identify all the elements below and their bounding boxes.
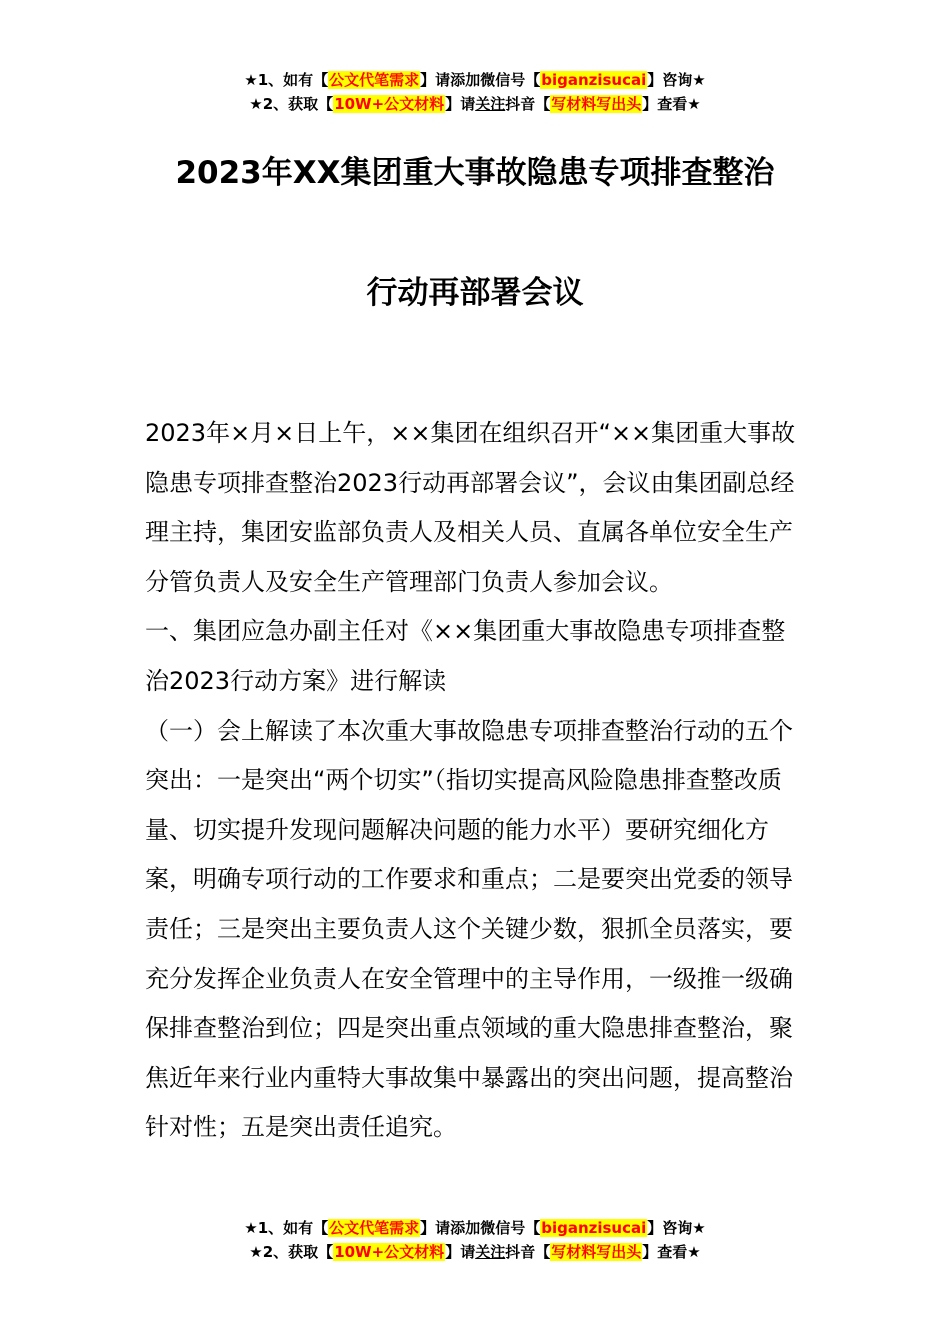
highlight-douyin: 写材料写出头 (551, 95, 642, 113)
highlight-materials: 10W+公文材料 (334, 1243, 445, 1261)
paragraph-subsection-1: （一）会上解读了本次重大事故隐患专项排查整治行动的五个突出：一是突出“两个切实”（指切实提高风险隐患排查整改质量、切实提升发现问题解决问题的能力水平）要研究细化方案，明确专项行动的工作要求和重点；二是要突出党委的领导责任；三是突出主要负责人这个关键少数，狠抓全员落实，要充分发挥企业负责人在安全管理中的主导作用，一级推一级确保排查整治到位；四是突出重点领域的重大隐患排查整治，聚焦近年来行业内重特大事故集中暴露出的突出问题，提高整治针对性；五是突出责任追究。 (145, 716, 793, 1142)
highlight-wechat-id: biganzisucai (541, 71, 647, 89)
section-heading-1: 一、集团应急办副主任对《××集团重大事故隐患专项排查整治2023行动方案》进行解读 (145, 617, 786, 695)
promo-banner-top (0, 68, 950, 116)
promo-line-1: ★1、如有【公文代笔需求】请添加微信号【biganzisucai】咨询★ (244, 1219, 706, 1237)
highlight-wechat-id: biganzisucai (541, 1219, 647, 1237)
highlight-service: 公文代笔需求 (329, 1219, 420, 1237)
promo-line-2: ★2、获取【10W+公文材料】请关注抖音【写材料写出头】查看★ (249, 95, 701, 113)
highlight-materials: 10W+公文材料 (334, 95, 445, 113)
highlight-douyin: 写材料写出头 (551, 1243, 642, 1261)
document-body (145, 409, 809, 1153)
paragraph-intro: 2023年×月×日上午，××集团在组织召开“××集团重大事故隐患专项排查整治2023行动再部署会议”，会议由集团副总经理主持，集团安监部负责人及相关人员、直属各单位安全生产分管负责人及安全生产管理部门负责人参加会议。 (145, 419, 796, 596)
promo-line-2: ★2、获取【10W+公文材料】请关注抖音【写材料写出头】查看★ (249, 1243, 701, 1261)
document-title-line-2: 行动再部署会议 (366, 275, 584, 311)
promo-banner-bottom (0, 1216, 950, 1264)
document-title-line-1: 2023年XX集团重大事故隐患专项排查整治 (175, 155, 775, 191)
highlight-service: 公文代笔需求 (329, 71, 420, 89)
promo-line-1: ★1、如有【公文代笔需求】请添加微信号【biganzisucai】咨询★ (244, 71, 706, 89)
